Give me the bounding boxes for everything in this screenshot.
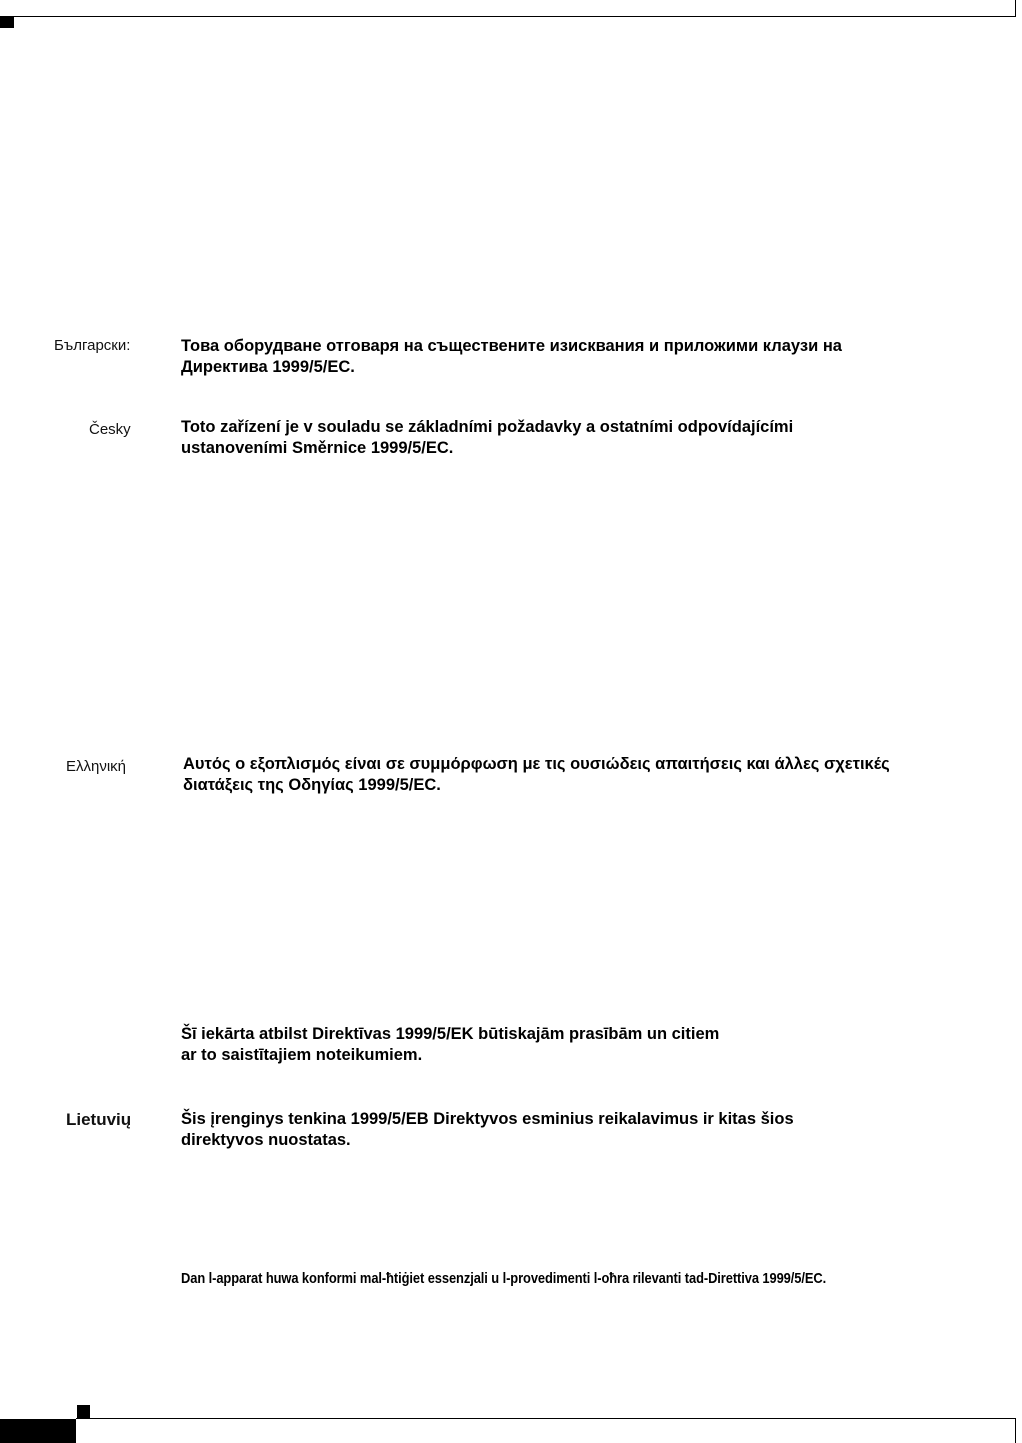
statement-greek-line-1: Αυτός ο εξοπλισμός είναι σε συμμόρφωση με τις ουσιώδεις απαιτήσεις και άλλες σχετικές bbox=[183, 755, 890, 773]
footer-square-mark bbox=[77, 1405, 90, 1418]
language-label-greek: Ελληνική bbox=[66, 758, 127, 775]
header-rule-tick bbox=[1015, 0, 1016, 17]
statement-greek-line-2: διατάξεις της Οδηγίας 1999/5/EC. bbox=[183, 776, 441, 794]
header-corner-mark bbox=[0, 17, 14, 28]
statement-lithuanian-line-1: Šis įrenginys tenkina 1999/5/EB Direktyvos esminius reikalavimus ir kitas šios bbox=[181, 1110, 794, 1128]
statement-czech-line-1: Toto zařízení je v souladu se základními požadavky a ostatními odpovídajícími bbox=[181, 418, 794, 436]
statement-latvian-line-1: Šī iekārta atbilst Direktīvas 1999/5/EK būtiskajām prasībām un citiem bbox=[181, 1025, 720, 1043]
statement-lithuanian-line-2: direktyvos nuostatas. bbox=[181, 1131, 351, 1149]
statement-maltese: Dan l-apparat huwa konformi mal-ħtiġiet essenzjali u l-provedimenti l-oħra rilevanti tad-Direttiva 1999/5/EC. bbox=[181, 1270, 827, 1287]
footer-rule bbox=[76, 1418, 1015, 1419]
statement-latvian-line-2: ar to saistītajiem noteikumiem. bbox=[181, 1046, 423, 1064]
language-label-czech: Česky bbox=[89, 421, 131, 438]
footer-page-tab bbox=[0, 1419, 76, 1443]
statement-bulgarian-line-2: Директива 1999/5/ЕС. bbox=[181, 358, 355, 376]
footer-rule-tick bbox=[1015, 1418, 1016, 1443]
language-label-bulgarian: Български: bbox=[54, 337, 131, 354]
language-label-lithuanian: Lietuvių bbox=[66, 1110, 132, 1129]
statement-czech-line-2: ustanoveními Směrnice 1999/5/EC. bbox=[181, 439, 454, 457]
statement-bulgarian-line-1: Това оборудване отговаря на съществените изисквания и приложими клаузи на bbox=[181, 337, 842, 355]
header-rule bbox=[0, 16, 1015, 17]
